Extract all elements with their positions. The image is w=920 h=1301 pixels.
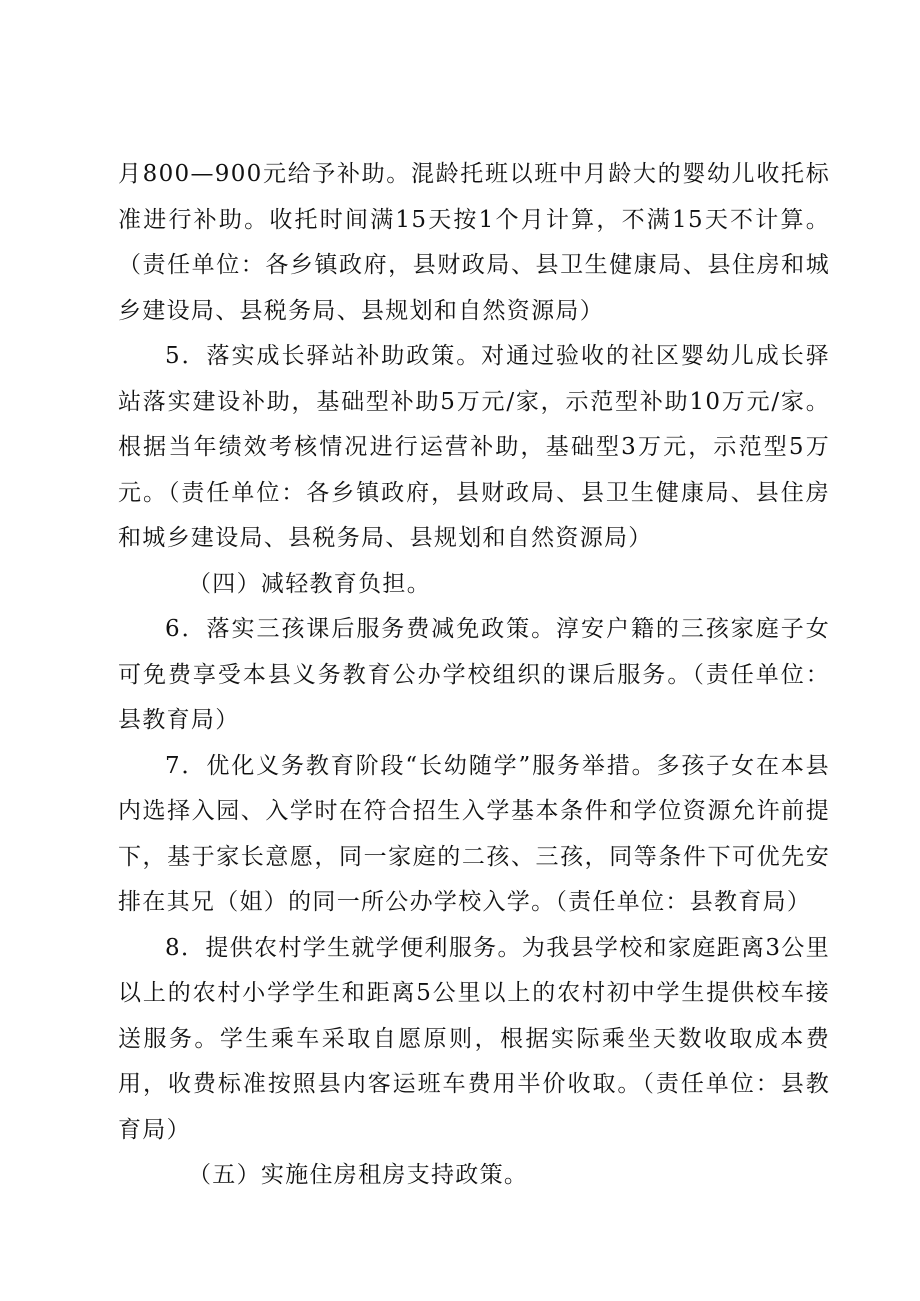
paragraph-item-5: 5．落实成长驿站补助政策。对通过验收的社区婴幼儿成长驿站落实建设补助，基础型补助5万元/家，示范型补助10万元/家。根据当年绩效考核情况进行运营补助，基础型3万元，示范型5万元。（责任单位：各乡镇政府，县财政局、县卫生健康局、县住房和城乡建设局、县税务局、县规划和自然资源局） bbox=[118, 343, 830, 551]
paragraph-continuation: 月800—900元给予补助。混龄托班以班中月龄大的婴幼儿收托标准进行补助。收托时间满15天按1个月计算，不满15天不计算。（责任单位：各乡镇政府，县财政局、县卫生健康局、县住房和城乡建设局、县税务局、县规划和自然资源局） bbox=[118, 161, 830, 324]
document-page bbox=[118, 152, 830, 1199]
section-heading-5: （五）实施住房租房支持政策。 bbox=[188, 1162, 529, 1188]
paragraph-item-8: 8．提供农村学生就学便利服务。为我县学校和家庭距离3公里以上的农村小学学生和距离5公里以上的农村初中学生提供校车接送服务。学生乘车采取自愿原则，根据实际乘坐天数收取成本费用，收费标准按照县内客运班车费用半价收取。（责任单位：县教育局） bbox=[118, 934, 830, 1143]
paragraph-item-6: 6．落实三孩课后服务费减免政策。淳安户籍的三孩家庭子女可免费享受本县义务教育公办学校组织的课后服务。（责任单位：县教育局） bbox=[118, 616, 830, 733]
paragraph-item-7: 7．优化义务教育阶段“长幼随学”服务举措。多孩子女在本县内选择入园、入学时在符合招生入学基本条件和学位资源允许前提下，基于家长意愿，同一家庭的二孩、三孩，同等条件下可优先安排在其兄（姐）的同一所公办学校入学。（责任单位：县教育局） bbox=[118, 752, 830, 915]
section-heading-4: （四）减轻教育负担。 bbox=[188, 570, 431, 597]
